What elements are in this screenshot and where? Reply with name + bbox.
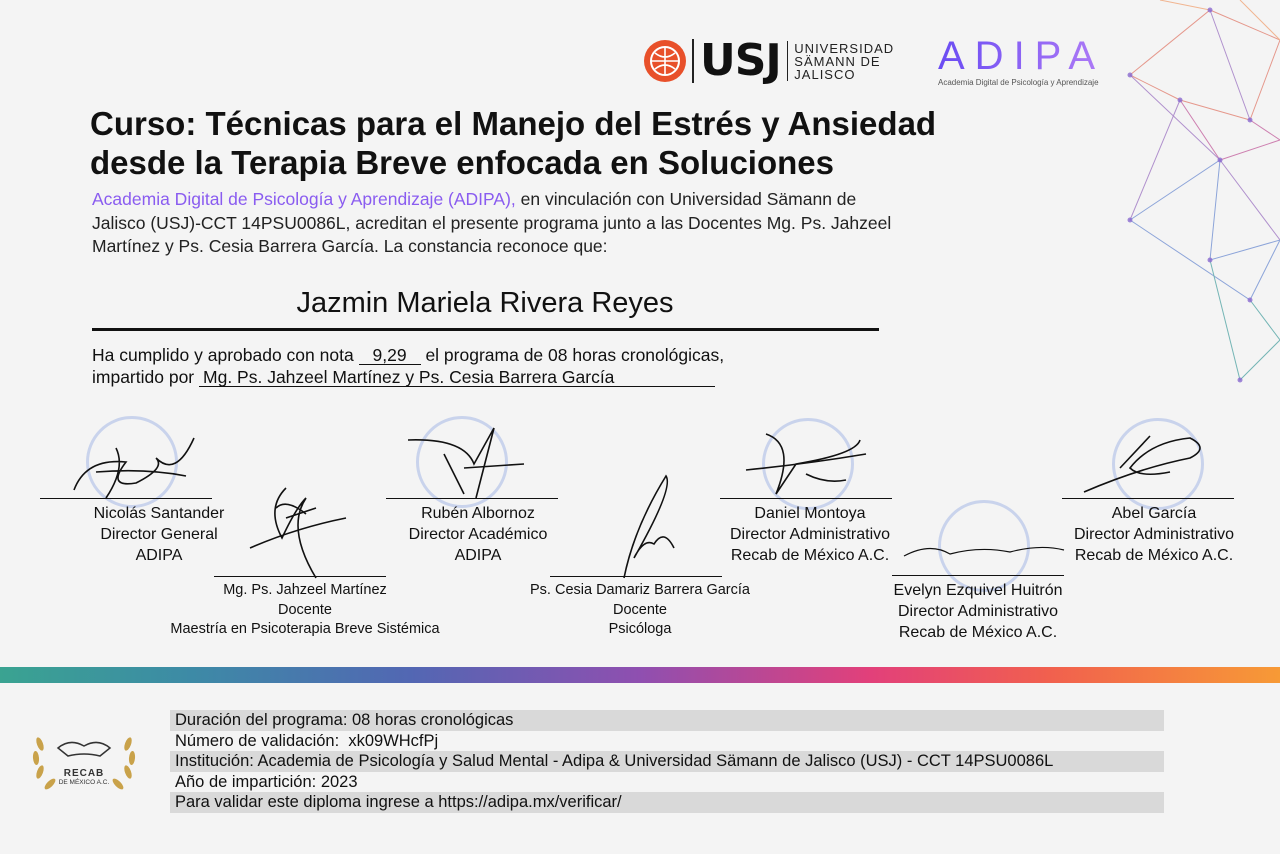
signatory-block: [150, 576, 460, 640]
validation-code: xk09WHcfPj: [348, 731, 439, 750]
duration-row: Duración del programa: 08 horas cronológicas: [170, 710, 1164, 731]
signatory-name: Mg. Ps. Jahzeel Martínez: [223, 582, 387, 598]
signatory-block: [1056, 498, 1252, 566]
signatory-role: Director Administrativo: [729, 526, 891, 543]
completion-statement: Ha cumplido y aprobado con nota 9,29 el programa de 08 horas cronológicas, impartido por Mg. Ps. Jahzeel Martínez y Ps. Cesia Barrera García: [92, 345, 725, 387]
signatory-role: Docente: [612, 601, 667, 618]
signatory-block: [510, 576, 770, 640]
signatory-name: Daniel Montoya: [754, 505, 866, 522]
signatory-org: ADIPA: [135, 547, 183, 564]
usj-logo: [644, 35, 895, 86]
verify-row: Para validar este diploma ingrese a https://adipa.mx/verificar/: [170, 792, 1164, 813]
signatory-org: Recab de México A.C.: [898, 624, 1058, 641]
gradient-band: [0, 667, 1280, 683]
signatory-block: [386, 498, 570, 566]
network-decoration: [1120, 0, 1280, 400]
grade-value: 9,29: [359, 346, 421, 365]
recab-label: RECAB: [63, 768, 105, 779]
signature-scrawl: [900, 536, 1070, 566]
recab-sublabel: DE MÉXICO A.C.: [58, 779, 110, 786]
signatory-name: Nicolás Santander: [93, 505, 225, 522]
usj-emblem-icon: [644, 40, 686, 82]
signatory-block: [878, 575, 1078, 643]
signatory-role: Director General: [100, 526, 218, 543]
adipa-logo: [938, 36, 1108, 87]
signatory-block: [712, 498, 908, 566]
recipient-name: Jazmin Mariela Rivera Reyes: [296, 287, 674, 319]
signatory-name: Rubén Albornoz: [421, 505, 535, 522]
signature-scrawl: [1080, 428, 1210, 498]
signatory-block: [40, 498, 278, 566]
signatory-name: Evelyn Ezquivel Huitrón: [893, 582, 1063, 599]
recab-seal: [28, 724, 140, 796]
recipient-underline: [92, 328, 879, 331]
signatory-name: Abel García: [1111, 505, 1197, 522]
signatory-role: Docente: [277, 601, 332, 618]
adipa-wordmark: ADIPA: [938, 36, 1108, 76]
signatory-org: Recab de México A.C.: [730, 547, 890, 564]
signature-scrawl: [594, 468, 694, 588]
adipa-tagline: Academia Digital de Psicología y Aprendizaje: [938, 78, 1099, 87]
signature-scrawl: [736, 424, 876, 504]
teachers-value: Mg. Ps. Jahzeel Martínez y Ps. Cesia Barrera García: [199, 368, 715, 387]
year-row: Año de impartición: 2023: [175, 772, 358, 791]
signatory-org: Maestría en Psicoterapia Breve Sistémica: [170, 621, 440, 637]
signatory-org: ADIPA: [454, 547, 502, 564]
course-title: Curso: Técnicas para el Manejo del Estrés y Ansiedad desde la Terapia Breve enfocada en Soluciones: [90, 105, 937, 181]
signatory-org: Recab de México A.C.: [1074, 547, 1234, 564]
intro-paragraph: Academia Digital de Psicología y Aprendizaje (ADIPA), en vinculación con Universidad Sämann de Jalisco (USJ)-CCT 14PSU0086L, acreditan el presente programa junto a las Docentes Mg. Ps. Jahzeel Martínez y Ps. Cesia Barrera García. La constancia reconoce que:: [92, 189, 892, 256]
usj-fullname: UNIVERSIDAD SÄMANN DE JALISCO: [794, 40, 895, 82]
program-info: [170, 710, 1164, 813]
organization-name: Academia Digital de Psicología y Aprendizaje (ADIPA),: [92, 189, 516, 209]
signature-scrawl: [404, 424, 534, 504]
signatory-name: Ps. Cesia Damariz Barrera García: [530, 582, 750, 598]
signature-scrawl: [66, 428, 206, 502]
signatory-role: Director Administrativo: [1073, 526, 1235, 543]
signatory-role: Director Académico: [408, 526, 548, 543]
handshake-icon: [58, 742, 110, 756]
usj-wordmark: USJ: [700, 35, 781, 86]
validation-row: Número de validación: xk09WHcfPj: [175, 731, 439, 750]
signatory-org: Psicóloga: [608, 621, 672, 637]
institution-row: Institución: Academia de Psicología y Salud Mental - Adipa & Universidad Sämann de Jalisco (USJ) - CCT 14PSU0086L: [170, 751, 1164, 772]
signatory-role: Director Administrativo: [897, 603, 1059, 620]
